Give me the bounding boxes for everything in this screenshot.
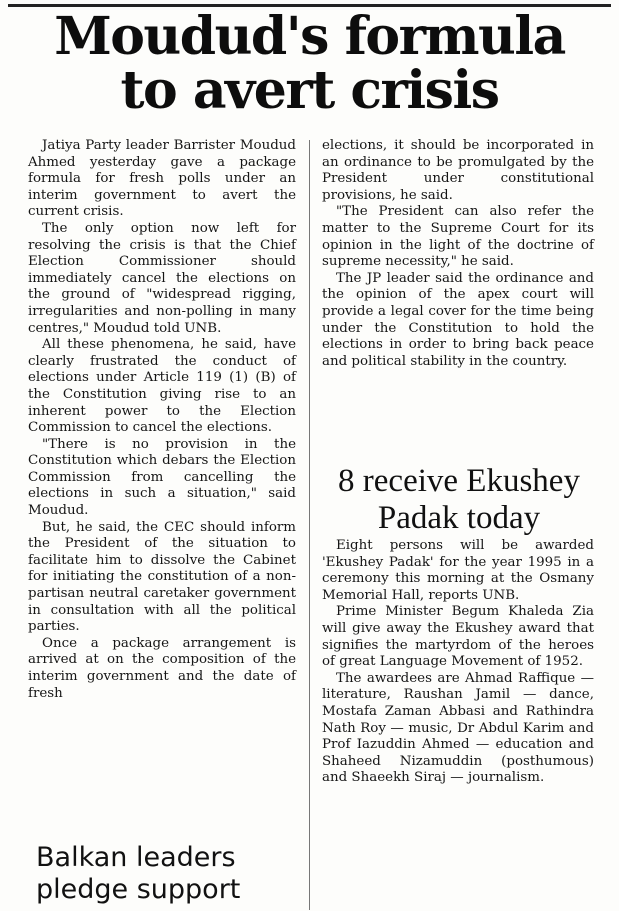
main-article-column-right <box>322 138 594 370</box>
main-article-column-left <box>28 138 296 702</box>
ekushey-headline <box>318 463 600 537</box>
main-paragraph: "There is no provision in the Constitution which debars the Election Commission from cancelling the elections in such a situation," said Moudud. <box>28 436 296 519</box>
column-divider <box>309 140 310 910</box>
main-paragraph-continued: "The President can also refer the matter to the Supreme Court for its opinion in the light of the doctrine of supreme necessity," he said. <box>322 204 594 270</box>
ekushey-article-body <box>322 538 594 787</box>
main-paragraph: But, he said, the CEC should inform the President of the situation to facilitate him to dissolve the Cabinet for initiating the constitution of a non-partisan neutral caretaker government in consultation with all the political parties. <box>28 519 296 635</box>
main-paragraph-continued: elections, it should be incorporated in an ordinance to be promulgated by the President under constitutional provisions, he said. <box>322 138 594 203</box>
balkan-headline <box>36 842 286 906</box>
main-paragraph: Once a package arrangement is arrived at on the composition of the interim government and the date of fresh <box>28 635 296 701</box>
main-paragraph: Jatiya Party leader Barrister Moudud Ahmed yesterday gave a package formula for fresh polls under an interim government to avert the current crisis. <box>28 138 296 220</box>
ekushey-headline-line1: 8 receive Ekushey <box>338 463 580 499</box>
main-paragraph-continued: The JP leader said the ordinance and the opinion of the apex court will provide a legal cover for the time being under the Constitution to hold the elections in order to bring back peace and political stability in the country. <box>322 270 594 369</box>
main-paragraph: The only option now left for resolving the crisis is that the Chief Election Commissioner should immediately cancel the elections on the ground of "widespread rigging, irregularities and non-polling in many centres," Moudud told UNB. <box>28 220 296 336</box>
main-headline <box>10 6 609 121</box>
ekushey-paragraph: Eight persons will be awarded 'Ekushey Padak' for the year 1995 in a ceremony this morning at the Osmany Memorial Hall, reports UNB. <box>322 538 594 603</box>
ekushey-paragraph: Prime Minister Begum Khaleda Zia will give away the Ekushey award that signifies the martyrdom of the heroes of great Language Movement of 1952. <box>322 604 594 670</box>
main-headline-line2: to avert crisis <box>120 60 499 121</box>
ekushey-paragraph: The awardees are Ahmad Raffique — literature, Raushan Jamil — dance, Mostafa Zaman Abbasi and Rathindra Nath Roy — music, Dr Abdul Karim and Prof Iazuddin Ahmed — education and Shaheed Nizamuddin (posthumous) and Shaeekh Siraj — journalism. <box>322 670 594 786</box>
balkan-headline-line2: pledge support <box>36 874 241 905</box>
balkan-headline-line1: Balkan leaders <box>36 842 236 873</box>
main-headline-line1: Moudud's formula <box>54 6 565 67</box>
ekushey-headline-line2: Padak today <box>377 500 541 536</box>
main-paragraph: All these phenomena, he said, have clearly frustrated the conduct of elections under Article 119 (1) (B) of the Constitution giving rise to an inherent power to the Election Commission to cancel the elections. <box>28 337 296 436</box>
